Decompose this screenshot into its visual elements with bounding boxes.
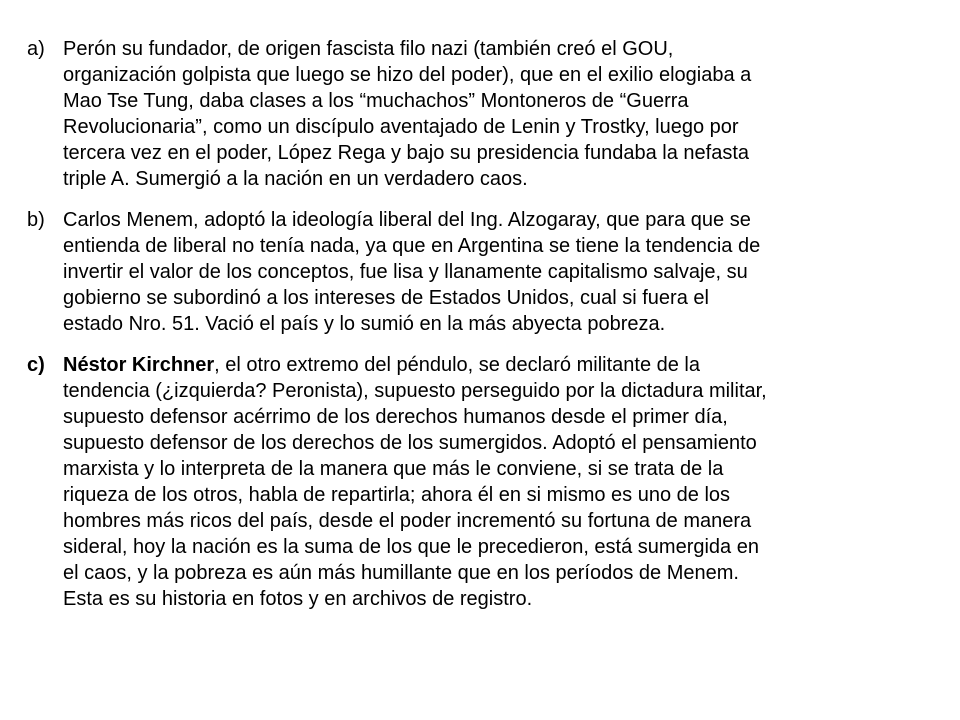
list-marker: a) [27,38,45,60]
paragraph-menem [63,207,932,337]
list-item-c [27,352,932,612]
list-item-b [27,207,932,337]
list-item-a [27,36,932,192]
paragraph-kirchner [63,352,932,612]
paragraph-text: Carlos Menem, adoptó la ideología liberal del Ing. Alzogaray, que para que se entienda de liberal no tenía nada, ya que en Argentina se tiene la tendencia de invertir el valor de los conceptos, fue lisa y llanamente capitalismo salvaje, su gobierno se subordinó a los intereses de Estados Unidos, cual si fuera el estado Nro. 51. Vació el país y lo sumió en la más abyecta pobreza. [63,209,761,335]
document-body [27,36,932,612]
paragraph-text: Perón su fundador, de origen fascista filo nazi (también creó el GOU, organización golpista que luego se hizo del poder), que en el exilio elogiaba a Mao Tse Tung, daba clases a los “muchachos” Montoneros de “Guerra Revolucionaria”, como un discípulo aventajado de Lenin y Trostky, luego por tercera vez en el poder, López Rega y bajo su presidencia fundaba la nefasta triple A. Sumergió a la nación en un verdadero caos. [63,38,752,190]
paragraph-lead-bold: Néstor Kirchner [63,354,215,376]
paragraph-peron [63,36,932,192]
list-marker: b) [27,209,45,231]
paragraph-text: , el otro extremo del péndulo, se declaró militante de la tendencia (¿izquierda? Peronista), supuesto perseguido por la dictadura militar, supuesto defensor acérrimo de los derechos humanos desde el primer día, supuesto defensor de los derechos de los sumergidos. Adoptó el pensamiento marxista y lo interpreta de la manera que más le conviene, si se trata de la riqueza de los otros, habla de repartirla; ahora él en si mismo es uno de los hombres más ricos del país, desde el poder incrementó su fortuna de manera sideral, hoy la nación es la suma de los que le precedieron, está sumergida en el caos, y la pobreza es aún más humillante que en los períodos de Menem. Esta es su historia en fotos y en archivos de registro. [63,354,767,610]
list-marker: c) [27,354,45,376]
